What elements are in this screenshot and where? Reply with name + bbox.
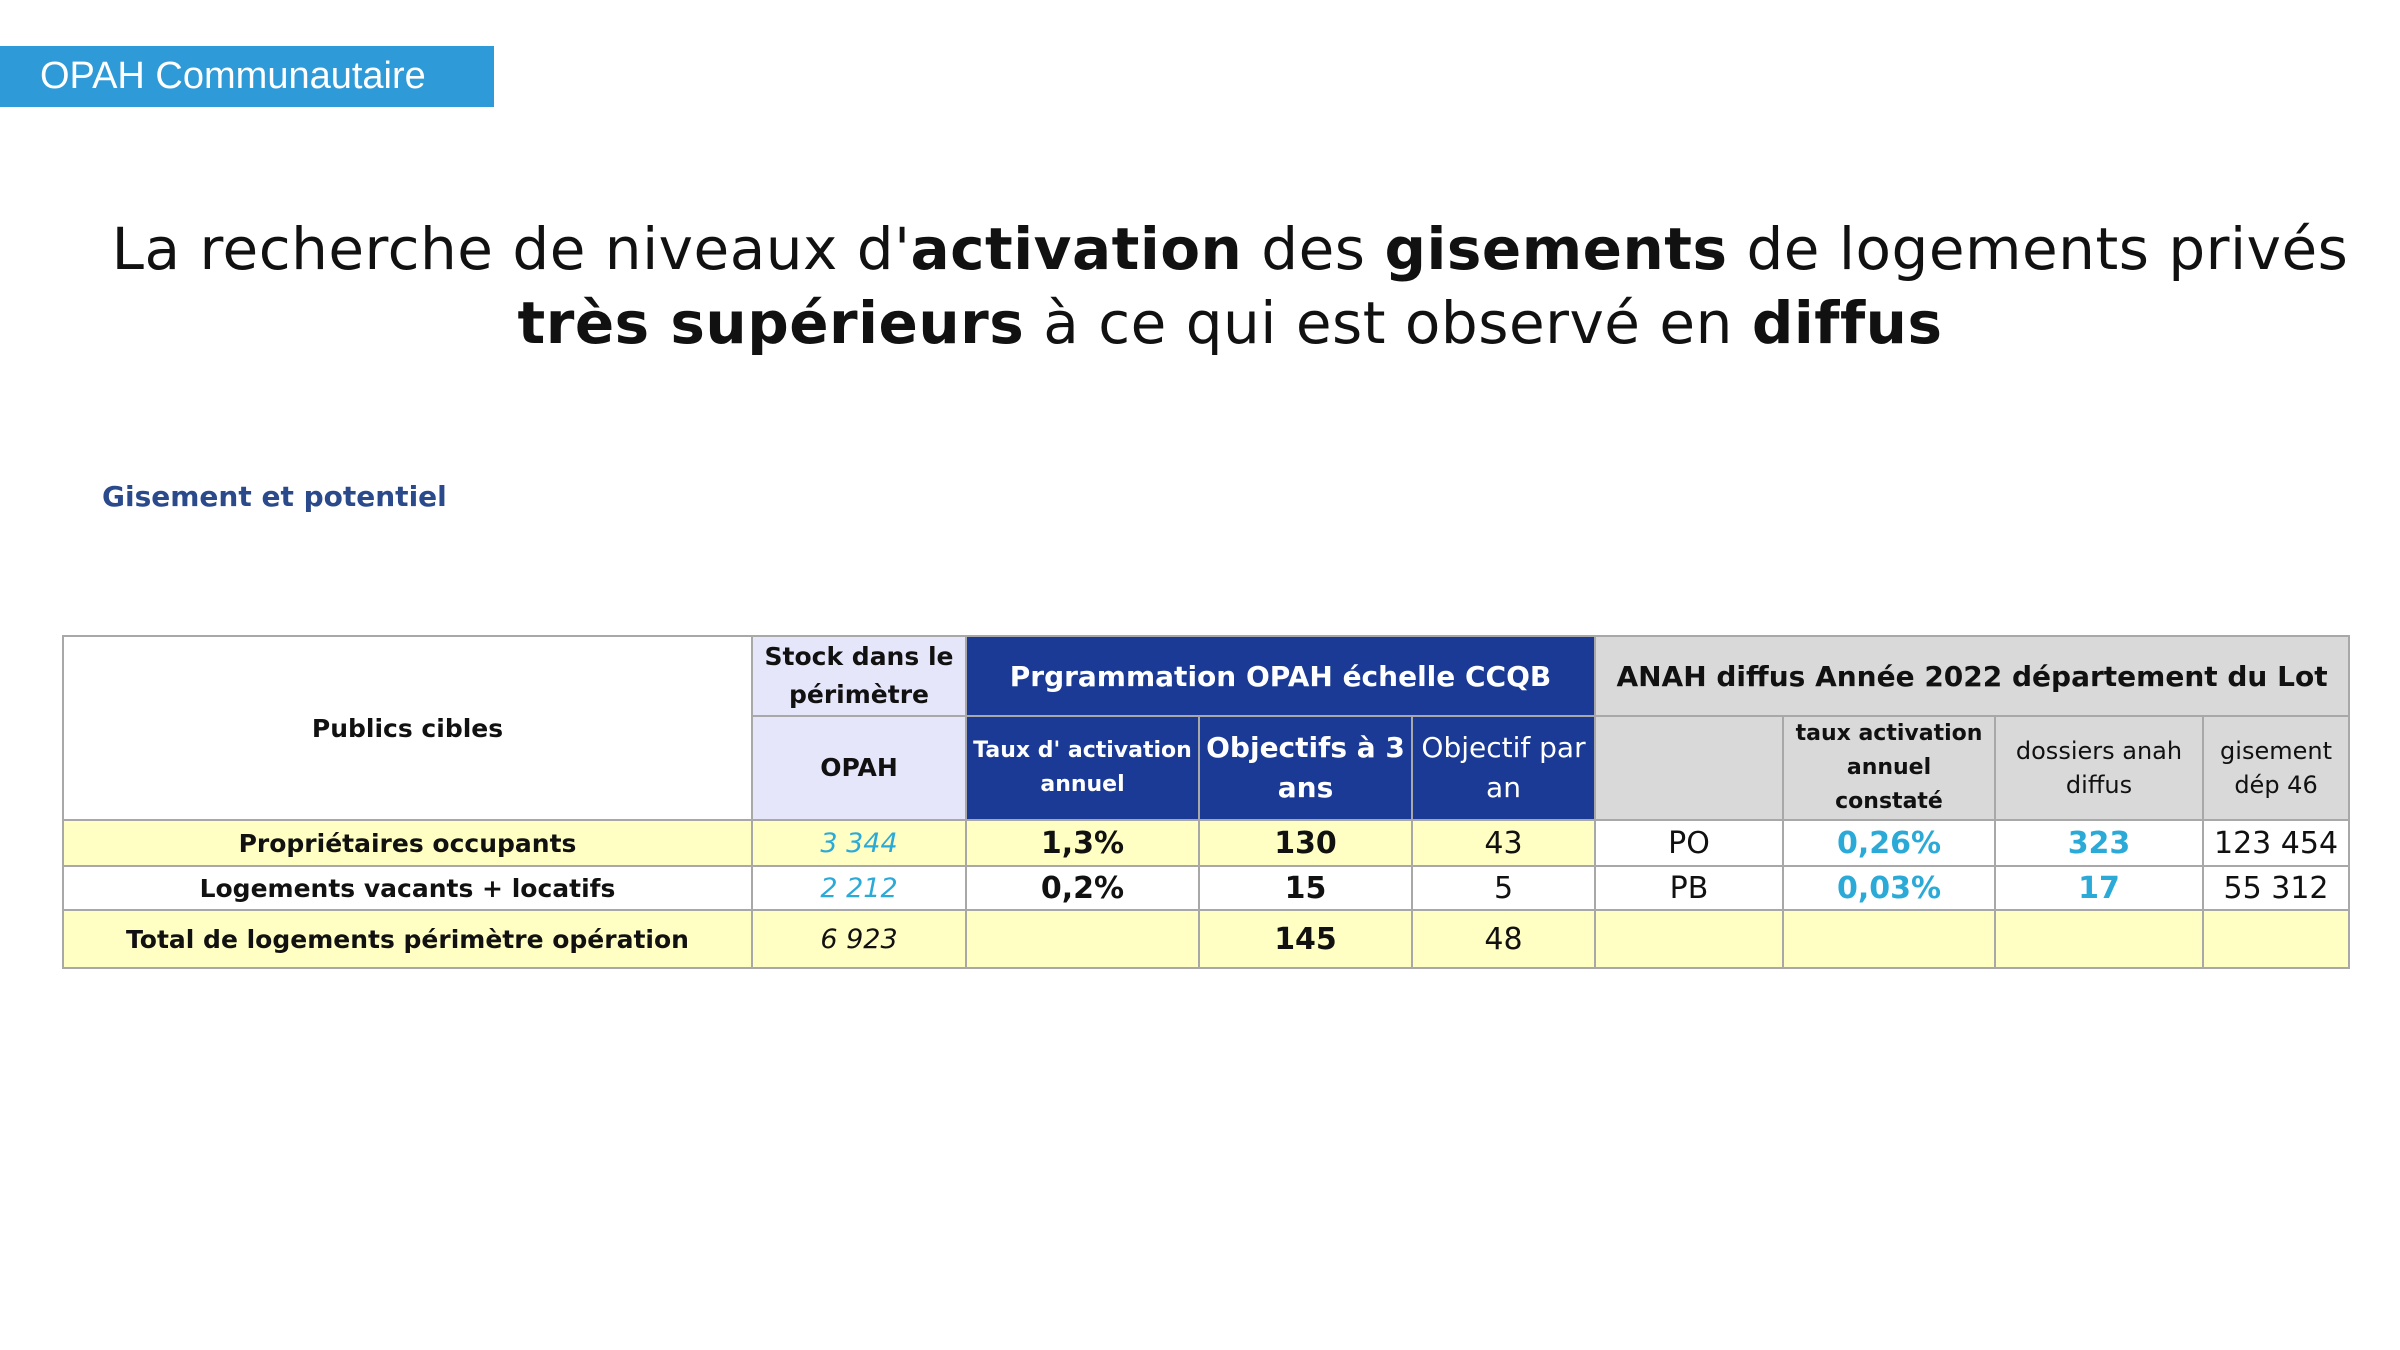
- table-row: [63, 866, 2349, 910]
- headline-text-2: des: [1242, 215, 1385, 283]
- row-type: [1595, 910, 1783, 968]
- header-programmation: Prgrammation OPAH échelle CCQB: [966, 636, 1595, 716]
- row-label: Total de logements périmètre opération: [63, 910, 752, 968]
- row-type: PO: [1595, 820, 1783, 866]
- row-dossiers: [1995, 910, 2203, 968]
- row-taux: [966, 910, 1199, 968]
- row-objectif-par-an: 43: [1412, 820, 1595, 866]
- header-stock: Stock dans le périmètre: [752, 636, 966, 716]
- headline-bold-2: gisements: [1384, 215, 1728, 283]
- row-gisement: 55 312: [2203, 866, 2349, 910]
- header-objectif-par-an: Objectif par an: [1412, 716, 1595, 820]
- headline-bold-4: diffus: [1751, 289, 1943, 357]
- table-row: [63, 820, 2349, 866]
- gisement-table: [62, 635, 2350, 969]
- row-dossiers: 17: [1995, 866, 2203, 910]
- row-taux-constate: 0,03%: [1783, 866, 1995, 910]
- row-dossiers: 323: [1995, 820, 2203, 866]
- header-dossiers-anah: dossiers anah diffus: [1995, 716, 2203, 820]
- row-objectifs-3-ans: 15: [1199, 866, 1412, 910]
- header-publics-cibles: Publics cibles: [63, 636, 752, 820]
- row-taux-constate: 0,26%: [1783, 820, 1995, 866]
- headline-bold-3: très supérieurs: [517, 289, 1025, 357]
- row-objectifs-3-ans: 130: [1199, 820, 1412, 866]
- headline-text-1: La recherche de niveaux d': [111, 215, 911, 283]
- subtitle: Gisement et potentiel: [102, 480, 447, 513]
- row-gisement: 123 454: [2203, 820, 2349, 866]
- header-anah-diffus: ANAH diffus Année 2022 département du Lot: [1595, 636, 2349, 716]
- row-label: Propriétaires occupants: [63, 820, 752, 866]
- headline-bold-1: activation: [910, 215, 1243, 283]
- header-anah-type: [1595, 716, 1783, 820]
- section-tag: OPAH Communautaire: [0, 46, 494, 107]
- row-type: PB: [1595, 866, 1783, 910]
- headline-text-3: de logements privés: [1727, 215, 2349, 283]
- row-taux-constate: [1783, 910, 1995, 968]
- row-gisement: [2203, 910, 2349, 968]
- row-taux: 1,3%: [966, 820, 1199, 866]
- row-objectif-par-an: 48: [1412, 910, 1595, 968]
- row-objectifs-3-ans: 145: [1199, 910, 1412, 968]
- header-gisement-dep: gisement dép 46: [2203, 716, 2349, 820]
- header-taux-activation: Taux d' activation annuel: [966, 716, 1199, 820]
- row-stock: 6 923: [752, 910, 966, 968]
- row-objectif-par-an: 5: [1412, 866, 1595, 910]
- row-label: Logements vacants + locatifs: [63, 866, 752, 910]
- header-stock-opah: OPAH: [752, 716, 966, 820]
- row-stock: 3 344: [752, 820, 966, 866]
- row-taux: 0,2%: [966, 866, 1199, 910]
- table-row-total: [63, 910, 2349, 968]
- headline: [100, 212, 2360, 360]
- header-taux-constate: taux activation annuel constaté: [1783, 716, 1995, 820]
- header-objectifs-3-ans: Objectifs à 3 ans: [1199, 716, 1412, 820]
- headline-text-4: à ce qui est observé en: [1024, 289, 1752, 357]
- row-stock: 2 212: [752, 866, 966, 910]
